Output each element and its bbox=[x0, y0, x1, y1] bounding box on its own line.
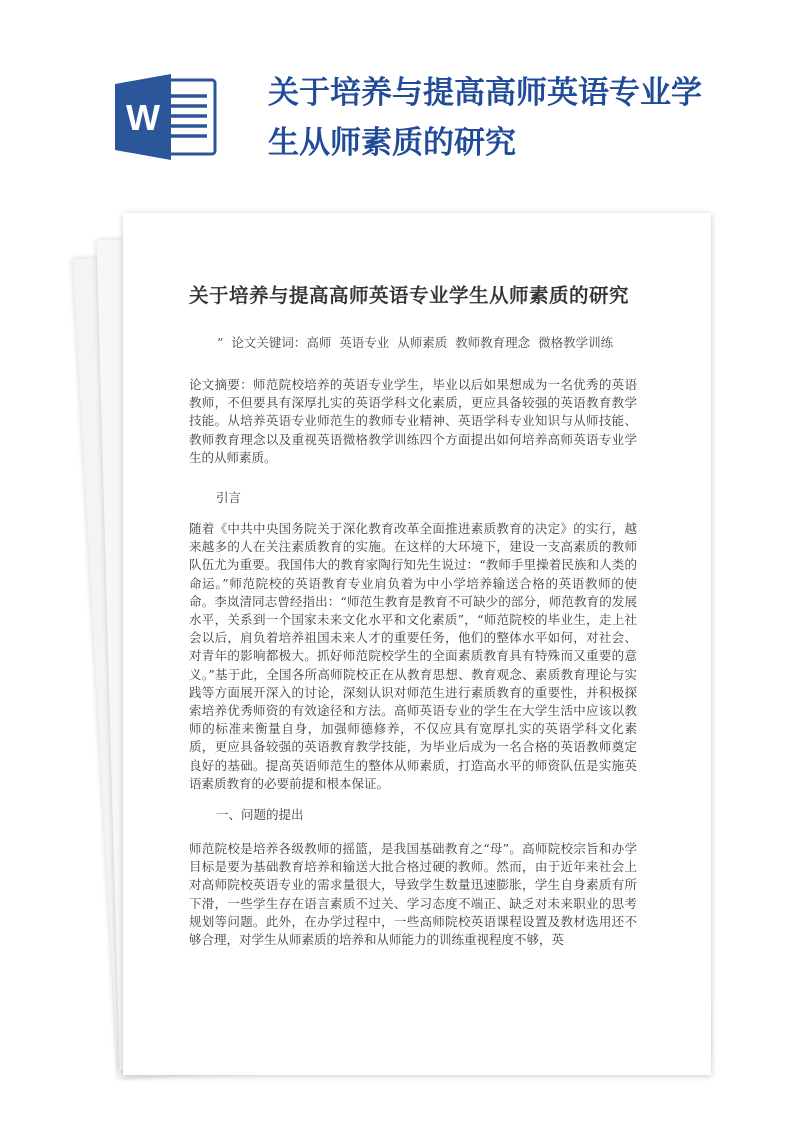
intro-paragraph: 随着《中共中央国务院关于深化教育改革全面推进素质教育的决定》的实行，越来越多的人在关注素质教育的实施。在这样的大环境下，建设一支高素质的教师队伍尤为重要。我国伟大的教育家陶行知先生说过：“教师手里操着民族和人类的命运。”师范院校的英语教育专业肩负着为中小学培养输送合格的英语教师的使命。李岚清同志曾经指出：“师范生教育是教育不可缺少的部分，师范教育的发展水平，关系到一个国家未来文化水平和文化素质”，“师范院校的毕业生，走上社会以后，肩负着培养祖国未来人才的重要任务，他们的整体水平如何，对社会、对青年的影响都极大。抓好师范院校学生的全面素质教育具有特殊而又重要的意义。”基于此，全国各所高师院校正在从教育思想、教育观念、素质教育理论与实践等方面展开深入的讨论，深刻认识对师范生进行素质教育的重要性，并积极探索培养优秀师资的有效途径和方法。高师英语专业的学生在大学生活中应该以教师的标准来衡量自身，加强师德修养，不仅应具有宽厚扎实的英语学科文化素质，更应具备较强的英语教育教学技能，为毕业后成为一名合格的英语教师奠定良好的基础。提高英语师范生的整体从师素质，打造高水平的师资队伍是实施英语素质教育的必要前提和根本保证。 bbox=[189, 521, 637, 791]
keywords-line: ” 论文关键词：高师 英语专业 从师素质 教师教育理念 微格教学训练 bbox=[217, 335, 614, 350]
word-document-icon bbox=[113, 72, 223, 162]
page-title: 关于培养与提高高师英语专业学生从师素质的研究 bbox=[189, 284, 630, 307]
section-heading-intro: 引言 bbox=[216, 490, 242, 505]
word-icon-letter: W bbox=[126, 97, 160, 138]
problem-paragraph: 师范院校是培养各级教师的摇篮，是我国基础教育之“母”。高师院校宗旨和办学目标是要为基础教育培养和输送大批合格过硬的教师。然而，由于近年来社会上对高师院校英语专业的需求量很大，导致学生数量迅速膨胀，学生自身素质有所下滑，一些学生存在语言素质不过关、学习态度不端正、缺乏对未来职业的思考规划等问题。此外，在办学过程中，一些高师院校英语课程设置及教材选用还不够合理，对学生从师素质的培养和从师能力的训练重视程度不够，英 bbox=[189, 841, 637, 948]
abstract-paragraph: 论文摘要：师范院校培养的英语专业学生，毕业以后如果想成为一名优秀的英语教师，不但要具有深厚扎实的英语学科文化素质，更应具备较强的英语教育教学技能。从培养英语专业师范生的教师专业精神、英语学科专业知识与从师技能、教师教育理念以及重视英语微格教学训练四个方面提出如何培养高师英语专业学生的从师素质。 bbox=[189, 377, 637, 465]
section-heading-problem: 一、问题的提出 bbox=[216, 807, 304, 822]
document-page bbox=[123, 213, 711, 1075]
document-banner-title: 关于培养与提高高师英语专业学生从师素质的研究 bbox=[268, 75, 702, 161]
